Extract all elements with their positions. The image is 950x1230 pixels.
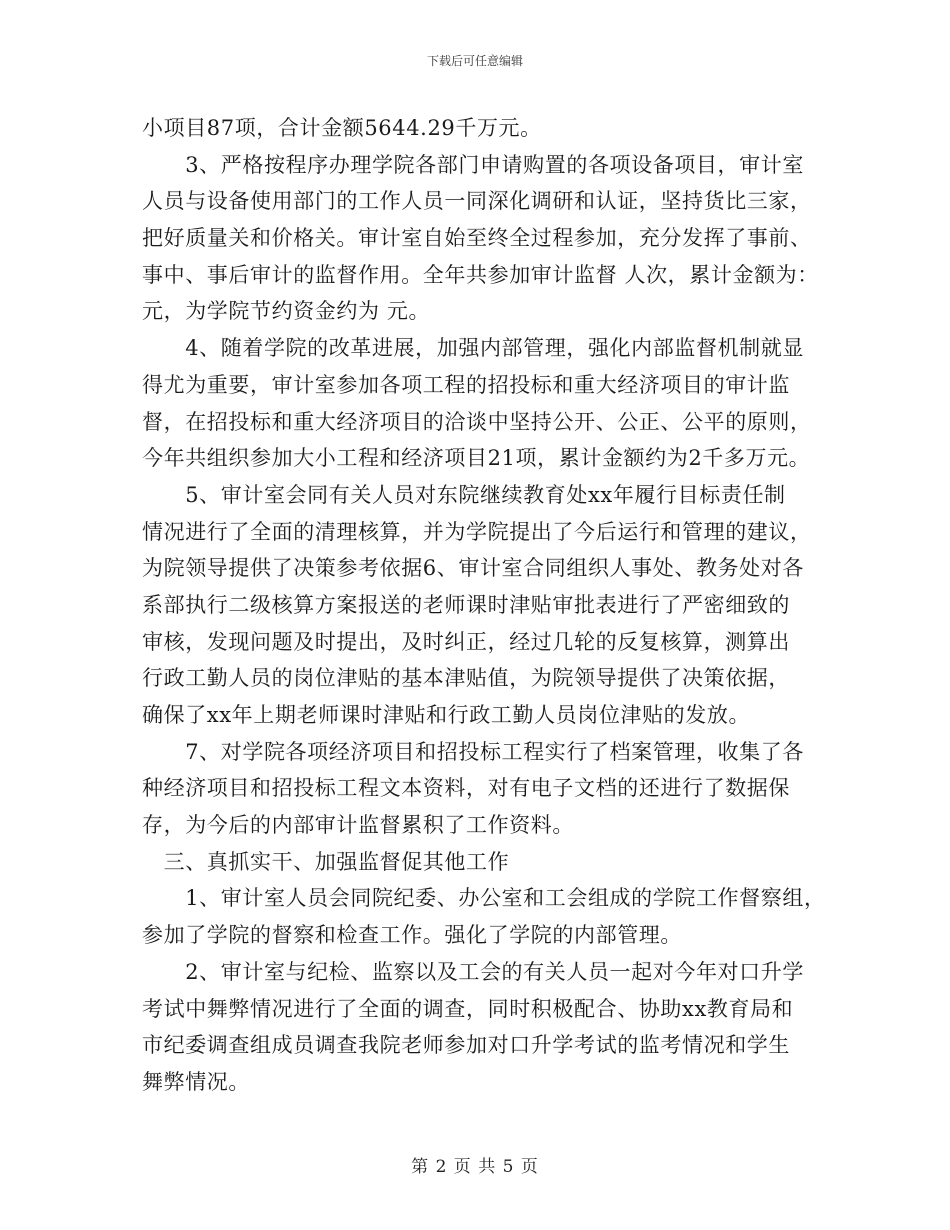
- document-body: [142, 110, 826, 1101]
- text-line: 得尤为重要，审计室参加各项工程的招投标和重大经济项目的审计监: [142, 372, 790, 397]
- page-footer: 第 2 页 共 5 页: [411, 1157, 539, 1177]
- text-line: 考试中舞弊情况进行了全面的调查，同时积极配合、协助xx教育局和: [142, 996, 794, 1021]
- text-line: 督，在招投标和重大经济项目的洽谈中坚持公开、公正、公平的原则，: [142, 409, 812, 434]
- text-line: 确保了xx年上期老师课时津贴和行政工勤人员岗位津贴的发放。: [142, 703, 751, 727]
- text-line: 3、严格按程序办理学院各部门申请购置的各项设备项目，审计室: [142, 152, 804, 177]
- section-heading: 三、真抓实干、加强监督促其他工作: [142, 849, 510, 874]
- text-line: 市纪委调查组成员调查我院老师参加对口升学考试的监考情况和学生: [142, 1033, 790, 1058]
- page-header: 下载后可任意编辑: [426, 54, 523, 68]
- text-line: 舞弊情况。: [142, 1069, 250, 1094]
- text-line: 行政工勤人员的岗位津贴的基本津贴值，为院领导提供了决策依据，: [142, 666, 790, 691]
- text-line: 事中、事后审计的监督作用。全年共参加审计监督 人次，累计金额为：: [142, 262, 819, 287]
- text-line: 把好质量关和价格关。审计室自始至终全过程参加，充分发挥了事前、: [142, 226, 812, 251]
- text-line: 4、随着学院的改革进展，加强内部管理，强化内部监督机制就显: [142, 336, 804, 361]
- text-line: 今年共组织参加大小工程和经济项目21项，累计金额约为2千多万元。: [142, 446, 811, 471]
- text-line: 存，为今后的内部审计监督累积了工作资料。: [142, 813, 574, 838]
- text-line: 种经济项目和招投标工程文本资料，对有电子文档的还进行了数据保: [142, 776, 790, 801]
- text-line: 参加了学院的督察和检查工作。强化了学院的内部管理。: [142, 923, 682, 948]
- text-line: 为院领导提供了决策参考依据6、审计室合同组织人事处、教务处对各: [142, 556, 804, 581]
- text-line: 1、审计室人员会同院纪委、办公室和工会组成的学院工作督察组，: [142, 886, 826, 911]
- text-line: 5、审计室会同有关人员对东院继续教育处xx年履行目标责任制: [142, 482, 786, 507]
- text-line: 审核，发现问题及时提出，及时纠正，经过几轮的反复核算，测算出: [142, 629, 790, 654]
- text-line: 元，为学院节约资金约为 元。: [142, 299, 431, 324]
- text-line: 人员与设备使用部门的工作人员一同深化调研和认证，坚持货比三家，: [142, 189, 812, 214]
- text-line: 小项目87项，合计金额5644.29千万元。: [142, 116, 542, 140]
- text-line: 7、对学院各项经济项目和招投标工程实行了档案管理，收集了各: [142, 739, 804, 764]
- text-line: 情况进行了全面的清理核算，并为学院提出了今后运行和管理的建议，: [142, 519, 812, 544]
- text-line: 2、审计室与纪检、监察以及工会的有关人员一起对今年对口升学: [142, 959, 804, 984]
- text-line: 系部执行二级核算方案报送的老师课时津贴审批表进行了严密细致的: [142, 592, 790, 617]
